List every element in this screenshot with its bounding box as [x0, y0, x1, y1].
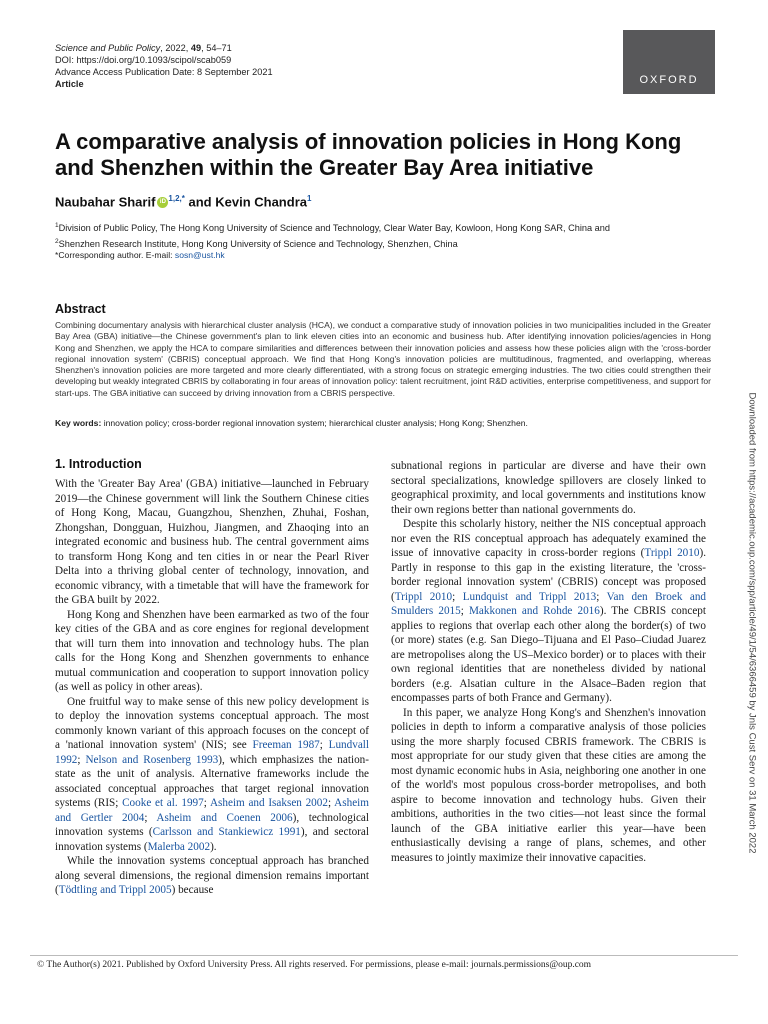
citation-link[interactable]: Asheim and Gertler 2004	[55, 797, 369, 824]
affiliation-2: $^2$Shenzhen Research Institute, Hong Kong University of Science and Technology, Shenzhen, China	[55, 238, 458, 250]
citation-link[interactable]: Van den Broek and Smulders 2015	[391, 590, 707, 617]
section-heading-introduction: 1. Introduction	[55, 457, 142, 471]
citation-link[interactable]: Lundquist and Trippl 2013	[462, 590, 597, 603]
article-meta	[55, 42, 273, 90]
oxford-logo[interactable]: OXFORD	[623, 30, 715, 94]
doi[interactable]: DOI: https://doi.org/10.1093/scipol/scab059	[55, 55, 232, 65]
author-1[interactable]: Naubahar Sharif	[55, 194, 156, 210]
citation-line: Science and Public Policy, 2022, 49, 54–71	[55, 43, 232, 53]
author-1-affiliation-marker: 1,2,*	[168, 194, 185, 203]
citation-link[interactable]: Freeman 1987	[252, 739, 320, 751]
orcid-icon[interactable]: iD	[157, 197, 168, 208]
paragraph: In this paper, we analyze Hong Kong's and Shenzhen's innovation policies in depth to inform a comparative analysis of those policies using the more sharply focused CBRIS framework. The CBRIS is most appropriate for our study given that these cities are among the most dynamic economic hubs in Asia, neighboring one another in one of the world's most populous cross-border metropolises, and both aspire to become innovation and technology hubs. Given their ambitions, authorities in the two cities—not least since the formal launch of the GBA initiative earlier this year—have been enthusiastically devising a range of plans, schemes, and other measures to jointly maximize their innovative capacities.	[391, 706, 706, 864]
copyright-footer: © The Author(s) 2021. Published by Oxford University Press. All rights reserved. For permissions, please e-mail: journals.permissions@oup.com	[37, 960, 592, 970]
citation-link[interactable]: Cooke et al. 1997	[122, 797, 204, 809]
paragraph: One fruitful way to make sense of this new policy development is to deploy the innovation systems conceptual approach. The most commonly known variant of this approach focuses on the concept of a 'national innovation system' (NIS; see Freeman 1987; Lundvall 1992; Nelson and Rosenberg 1993), which emphasizes the nation-state as the unit of analysis. Alternative frameworks include the associated conceptual approaches that target regional innovation systems (RIS; Cooke et al. 1997; Asheim and Isaksen 2002; Asheim and Gertler 2004; Asheim and Coenen 2006), technological innovation systems (Carlsson and Stankiewicz 1991), and sectoral innovation systems (Malerba 2002).	[55, 695, 370, 853]
keywords: Key words: innovation policy; cross-border regional innovation system; hierarchical cluster analysis; Hong Kong; Shenzhen.	[55, 418, 528, 428]
article-type: Article	[55, 79, 84, 89]
corresponding-author: *Corresponding author. E-mail: sosn@ust.hk	[55, 250, 225, 260]
citation-link[interactable]: Nelson and Rosenberg 1993	[85, 753, 219, 766]
paragraph: Hong Kong and Shenzhen have been earmarked as two of the four key cities of the GBA and as core engines for regional development that will turn them into innovation and technology hubs. The plan calls for the Hong Kong and Shenzhen governments to enhance mutual communication and cooperation to support innovation policy (as well as policy in other areas).	[55, 608, 369, 693]
right-column	[391, 459, 706, 865]
author-2[interactable]: Kevin Chandra	[215, 194, 307, 210]
abstract-text: Combining documentary analysis with hierarchical cluster analysis (HCA), we conduct a comparative study of innovation policies in two municipalities included in the Greater Bay Area (GBA) initiative—the Chinese government's plan to link eleven cities into an economic and business hub. After identifying innovation policies/agencies in Hong Kong and Shenzhen, we apply the HCA to compare similarities and differences between their innovation policies and assess how these policies align with the 'cross-border regional innovation system' (CBRIS) conceptual approach. We find that Hong Kong's innovation policies are multitudinous, fragmented, and overlapping, whereas Shenzhen's innovation policies are more targeted and more clearly differentiated, with a strong focus on strategic emerging industries. The two cities could strengthen their developing but weakly integrated CBRIS by collaborating in four areas of innovation policy: talent recruitment, joint R&D activities, enterprise competitiveness, and support for start-ups. The GBA initiative can succeed by driving innovation from a CBRIS perspective.	[55, 320, 711, 398]
publication-date: Advance Access Publication Date: 8 September 2021	[55, 67, 273, 77]
article-title: A comparative analysis of innovation policies in Hong Kong and Shenzhen within the Greater Bay Area initiative	[55, 129, 682, 180]
left-column	[55, 477, 369, 898]
abstract-heading: Abstract	[55, 302, 106, 316]
download-sidebar: Downloaded from https://academic.oup.com/spp/article/49/1/54/6366459 by Jnls Cust Serv on 31 March 2022	[746, 391, 758, 854]
paragraph: Despite this scholarly history, neither the NIS conceptual approach nor even the RIS conceptual approach has adequately examined the issue of innovative capacity in cross-border regions (Trippl 2010). Partly in response to this gap in the existing literature, the 'cross-border regional innovation system' (CBRIS) concept was proposed (Trippl 2010; Lundquist and Trippl 2013; Van den Broek and Smulders 2015; Makkonen and Rohde 2016). The CBRIS concept applies to regions that overlap each other along the border(s) of two (or more) states (e.g. San Diego–Tijuana and El Paso–Ciudad Juarez are metropolises along the US–Mexico border) or to places with their own regional identities that are nonetheless divided by national borders (e.g. Alsatian culture in the Alsace–Baden region that encompasses parts of both France and Germany).	[391, 518, 707, 704]
author-2-affiliation-marker: 1	[306, 194, 312, 203]
citation-link[interactable]: Trippl 2010	[394, 590, 453, 603]
citation-link[interactable]: Malerba 2002	[147, 840, 211, 853]
email-link[interactable]: sosn@ust.hk	[174, 250, 225, 260]
paragraph: subnational regions in particular are diverse and have their own sectoral specializations, knowledge spillovers are closely linked to geographical proximity, and local governments and institutions know their own regions better than national governments do.	[391, 460, 706, 516]
citation-link[interactable]: Carlsson and Stankiewicz 1991	[152, 826, 301, 838]
author-list: Naubahar Sharif iD $^{1,2,*}$ and Kevin Chandra$^1$	[55, 194, 312, 210]
affiliations	[55, 219, 715, 251]
citation-link[interactable]: Trippl 2010	[644, 547, 700, 559]
citation-link[interactable]: Asheim and Isaksen 2002	[209, 797, 328, 809]
paragraph: With the 'Greater Bay Area' (GBA) initiative—launched in February 2019—the Chinese government will link the Southern Chinese cities of Hong Kong, Macau, Guangzhou, Shenzhen, Zhuhai, Foshan, Zhongshan, Dongguan, Huizhou, Jiangmen, and Zhaoqing into an integrated economic and business hub. The central government aims to transform Hong Kong and ten cities in or near the Pearl River Delta into a thriving global center of technology, innovation, and economic vibrancy, with a timetable that will have the framework for the GBA built by 2022.	[55, 478, 369, 606]
citation-link[interactable]: Asheim and Coenen 2006	[156, 811, 293, 824]
citation-link[interactable]: Tödtling and Trippl 2005	[58, 884, 172, 896]
affiliation-1: $^1$Division of Public Policy, The Hong Kong University of Science and Technology, Clear Water Bay, Kowloon, Hong Kong SAR, China and	[55, 222, 610, 234]
footer-divider	[30, 955, 738, 956]
citation-link[interactable]: Lundvall 1992	[55, 739, 370, 766]
citation-link[interactable]: Makkonen and Rohde 2016	[468, 605, 600, 617]
paragraph: While the innovation systems conceptual approach has branched along several dimensions, the regional dimension remains important (Tödtling and Trippl 2005) because	[55, 855, 369, 896]
